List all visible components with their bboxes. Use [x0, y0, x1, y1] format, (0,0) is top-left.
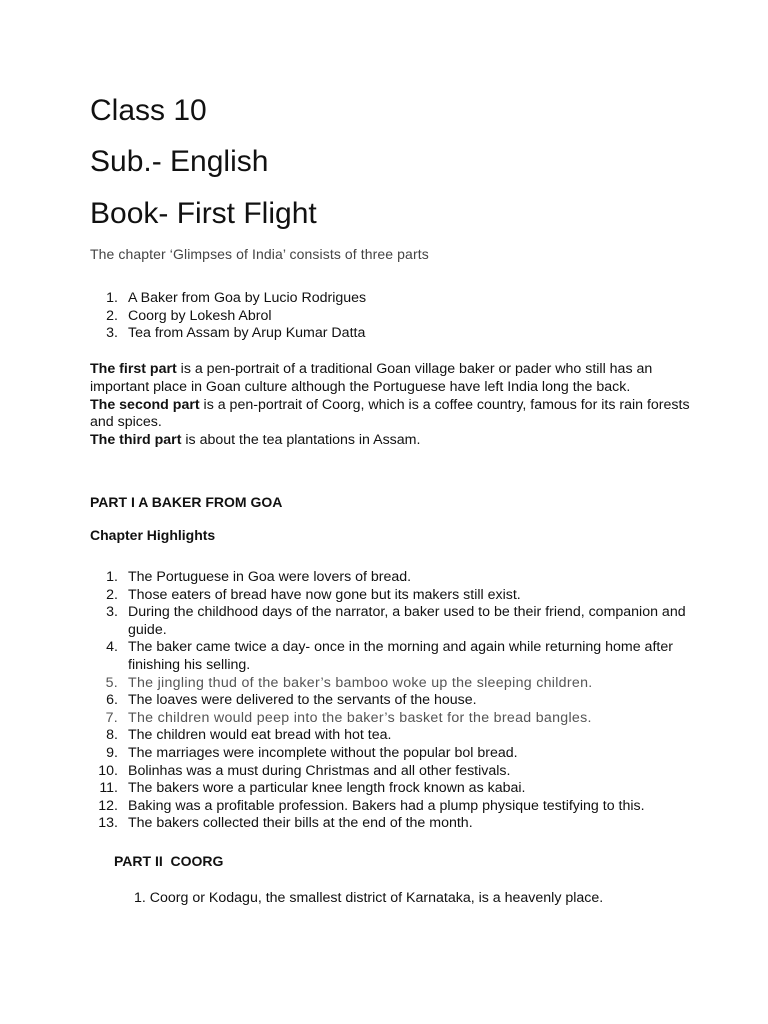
list-item: 3. During the childhood days of the narrator, a baker used to be their friend, companion and guide. [106, 604, 686, 638]
list-item: 7. The children would peep into the baker’s basket for the bread bangles. [105, 709, 592, 726]
part2-title: PART II COORG [114, 853, 224, 869]
class-heading: Class 10 [90, 94, 207, 127]
intro-text: The chapter ‘Glimpses of India’ consists of three parts [90, 246, 429, 262]
list-item: 13. The bakers collected their bills at the end of the month. [98, 815, 473, 832]
parts-summary [90, 361, 690, 450]
list-item: 1. The Portuguese in Goa were lovers of bread. [106, 569, 412, 585]
third-part-paragraph: The third part is about the tea plantations in Assam. [90, 432, 421, 449]
list-item: 10. Bolinhas was a must during Christmas and all other festivals. [98, 762, 511, 779]
coorg-item: 1. Coorg or Kodagu, the smallest district of Karnataka, is a heavenly place. [134, 890, 604, 906]
list-item: 3. Tea from Assam by Arup Kumar Datta [106, 325, 366, 342]
list-item: 1. A Baker from Goa by Lucio Rodrigues [106, 290, 367, 306]
list-item: 6. The loaves were delivered to the servants of the house. [106, 692, 477, 709]
list-item: 9. The marriages were incomplete without the popular bol bread. [106, 744, 518, 761]
list-item: 12. Baking was a profitable profession. Bakers had a plump physique testifying to this. [98, 797, 645, 814]
list-item: 8. The children would eat bread with hot tea. [106, 727, 392, 744]
subject-heading: Sub.- English [90, 145, 269, 178]
first-part-paragraph: The first part is a pen-portrait of a traditional Goan village baker or pader who still has an important place in Goan culture although the Portuguese have left India long the back. [90, 361, 653, 395]
parts-list [90, 290, 366, 343]
list-item: 2. Those eaters of bread have now gone but its makers still exist. [106, 586, 521, 603]
part1-title: PART I A BAKER FROM GOA [90, 494, 283, 510]
list-item: 5. The jingling thud of the baker’s bamboo woke up the sleeping children. [105, 674, 593, 691]
book-heading: Book- First Flight [90, 197, 317, 230]
list-item: 11. The bakers wore a particular knee length frock known as kabai. [99, 780, 526, 797]
highlights-list [90, 569, 690, 833]
list-item: 2. Coorg by Lokesh Abrol [106, 307, 272, 324]
chapter-highlights-title: Chapter Highlights [90, 527, 216, 543]
second-part-paragraph: The second part is a pen-portrait of Coorg, which is a coffee country, famous for its rain forests and spices. [90, 396, 690, 431]
list-item: 4. The baker came twice a day- once in the morning and again while returning home after finishing his selling. [106, 639, 673, 673]
